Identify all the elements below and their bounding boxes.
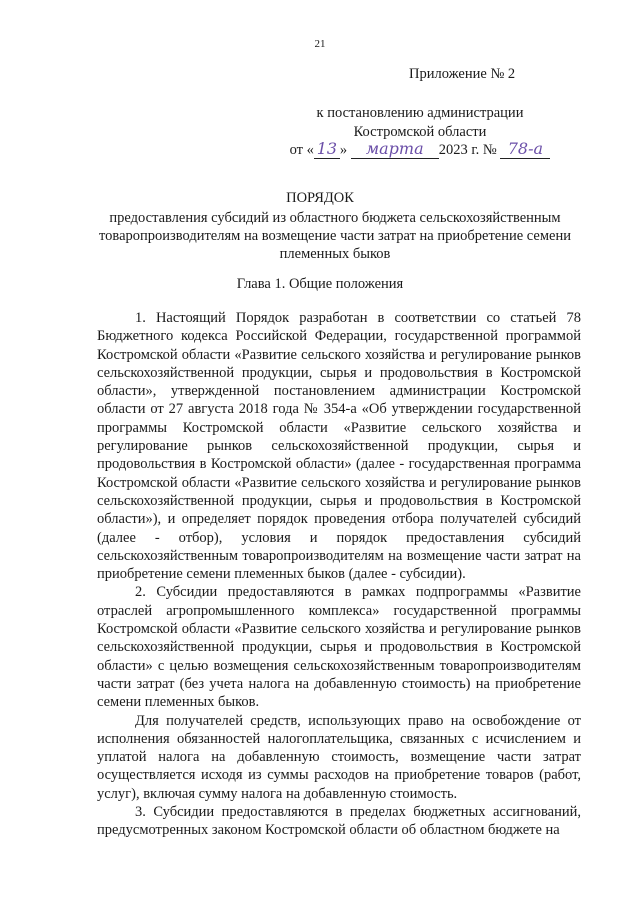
appendix-label: Приложение № 2 [409,66,516,82]
chapter-heading: Глава 1. Общие положения [236,276,404,292]
decree-day: 13 [316,139,338,158]
date-prefix: от « [289,142,314,158]
page-number: 21 [314,38,326,50]
document-title: ПОРЯДОК [286,190,354,206]
decree-year: 2023 г. № [438,142,497,158]
date-mid: » [339,142,348,158]
decree-month: марта [365,139,424,158]
document-subtitle: предоставления субсидий из областного бюджета сельскохозяйственным товаропроизводителям на возмещение части затрат на приобретение семени племенных быков [99,210,571,262]
body-text [97,309,581,840]
decree-block [260,104,580,160]
paragraph-3: Для получателей средств, использующих право на освобождение от исполнения обязанностей налогоплательщика, связанных с исчислением и уплатой налога на добавленную стоимость, возмещение части затрат осуществляется исходя из суммы расходов на приобретение товаров (работ, услуг), включая сумму налога на добавленную стоимость. [97,712,581,802]
decree-date [260,141,580,160]
decree-line-2: Костромской области [353,123,487,140]
decree-line-1: к постановлению администрации [316,105,524,121]
paragraph-1: 1. Настоящий Порядок разработан в соответствии со статьей 78 Бюджетного кодекса Российской Федерации, государственной программой Костромской области «Развитие сельского хозяйства и регулирование рынков сельскохозяйственной продукции, сырья и продовольствия в Костромской области», утвержденной постановлением администрации Костромской области от 27 августа 2018 года № 354-а «Об утверждении государственной программы Костромской области «Развитие сельского хозяйства и регулирование рынков сельскохозяйственной продукции, сырья и продовольствия в Костромской области» (далее - государственная программа Костромской области «Развитие сельского хозяйства и регулирование рынков сельскохозяйственной продукции, сырья и продовольствия в Костромской области»), и определяет порядок проведения отбора получателей субсидий (далее - отбор), условия и порядок предоставления субсидий сельскохозяйственным товаропроизводителям на возмещение части затрат на приобретение семени племенных быков (далее - субсидии). [97,310,581,583]
paragraph-4: 3. Субсидии предоставляются в пределах бюджетных ассигнований, предусмотренных законом Костромской области об областном бюджете на [97,804,581,839]
paragraph-2: 2. Субсидии предоставляются в рамках подпрограммы «Развитие отраслей агропромышленного комплекса» государственной программы Костромской области «Развитие сельского хозяйства и регулирование рынков сельскохозяйственной продукции, сырья и продовольствия в Костромской области» с целью возмещения сельскохозяйственным товаропроизводителям части затрат (без учета налога на добавленную стоимость) на приобретение семени племенных быков. [97,584,581,711]
decree-number: 78-а [507,139,544,158]
